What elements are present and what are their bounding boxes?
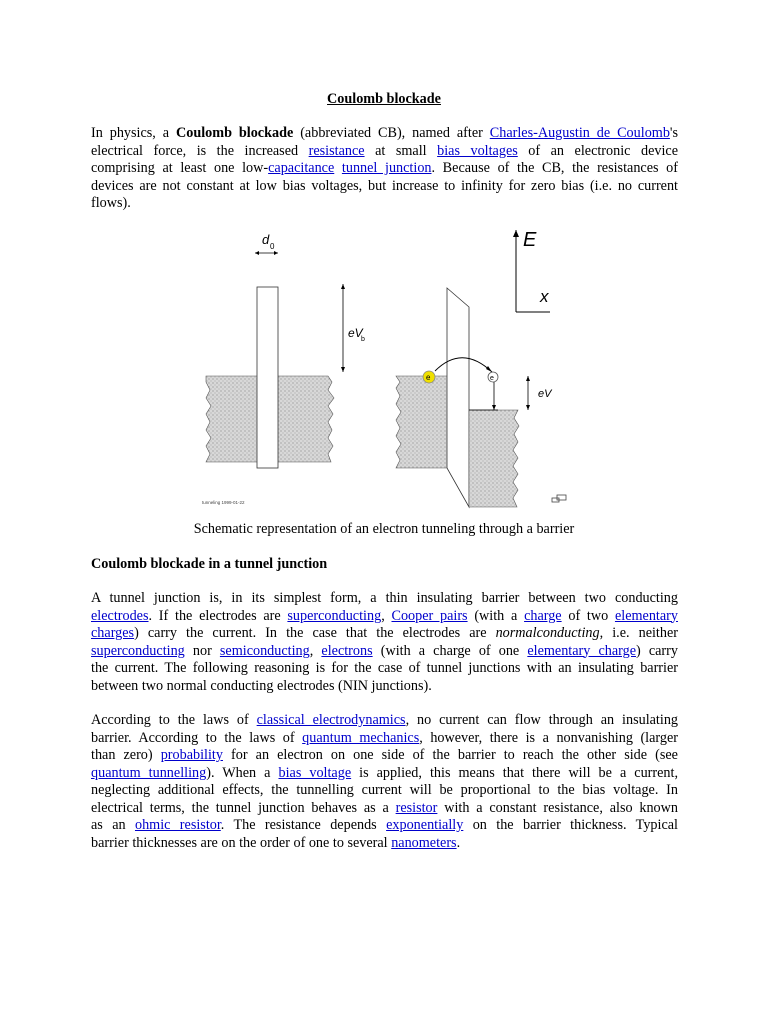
- text-segment: is applied, this means that there will be a current,: [351, 764, 678, 781]
- text-segment: ) carry the current. In the case that the electrodes are: [134, 625, 496, 641]
- text-line: [91, 625, 678, 643]
- text-segment: barrier. According to the laws of: [91, 729, 303, 746]
- link-bias-voltage[interactable]: bias voltage: [278, 764, 352, 781]
- text-segment: According to the laws of: [91, 712, 257, 728]
- eVb-label: eV: [348, 326, 363, 340]
- electron-right-label: e: [490, 375, 494, 382]
- text-line: [91, 660, 678, 678]
- link-ohmic-resistor[interactable]: ohmic resistor: [134, 817, 221, 833]
- text-line: [91, 835, 678, 853]
- link-semiconducting[interactable]: semiconducting: [219, 642, 310, 659]
- text-line: [91, 782, 678, 800]
- text-segment: ,: [381, 607, 392, 624]
- text-segment: electrical terms, the tunnel junction behaves as a: [91, 799, 396, 816]
- link-probability[interactable]: probability: [160, 747, 223, 763]
- eV-label: eV: [538, 388, 552, 400]
- text-segment: ). When a: [206, 764, 279, 781]
- text-segment: , however, there is a nonvanishing (larger: [419, 729, 679, 746]
- text-segment: flows).: [91, 195, 131, 211]
- text-line: [91, 817, 678, 835]
- text-segment: comprising at least one low-: [91, 160, 269, 176]
- link-resistance[interactable]: resistance: [308, 142, 365, 159]
- text-segment: barrier thicknesses are on the order of one to several: [91, 834, 392, 851]
- paragraph-classical-laws: [91, 712, 678, 852]
- tilted-barrier: [447, 288, 469, 507]
- link-charge[interactable]: charge: [524, 607, 562, 624]
- thin-barrier: [257, 287, 278, 468]
- text-segment: [334, 160, 342, 176]
- link-capacitance[interactable]: capacitance: [268, 160, 335, 176]
- link-resistor[interactable]: resistor: [395, 799, 438, 816]
- link-cooper-pairs[interactable]: Cooper pairs: [391, 607, 468, 624]
- figure-stamp: tunneling 1999-01-22: [202, 500, 245, 505]
- text-line: [91, 712, 678, 730]
- text-segment: than zero): [91, 747, 161, 763]
- text-line: [91, 590, 678, 608]
- text-segment: ,: [309, 642, 322, 659]
- text-segment: nor: [184, 642, 220, 659]
- link-superconducting[interactable]: superconducting: [287, 607, 382, 624]
- link-exponentially[interactable]: exponentially: [386, 817, 464, 833]
- text-segment: at small: [364, 142, 438, 159]
- link-electrons[interactable]: electrons: [321, 642, 373, 659]
- section-heading: Coulomb blockade in a tunnel junction: [91, 556, 328, 572]
- link-charges[interactable]: charges: [91, 625, 135, 641]
- text-segment: . The resistance depends: [220, 817, 387, 833]
- link-charles-augustin-de-coulomb[interactable]: Charles-Augustin de Coulomb: [489, 125, 670, 141]
- tunneling-diagram: [200, 222, 580, 512]
- page-title: Coulomb blockade: [327, 91, 441, 107]
- link-classical-electrodynamics[interactable]: classical electrodynamics: [256, 712, 406, 728]
- text-segment: , no current can flow through an insulating: [405, 712, 679, 728]
- text-line: [91, 800, 678, 818]
- text-segment: of an electronic device: [517, 142, 678, 159]
- E-axis-label: E: [523, 229, 537, 251]
- d0-subscript: 0: [270, 242, 275, 251]
- right-right-electrode-block: [469, 410, 519, 507]
- text-segment: with a constant resistance, also known: [437, 799, 678, 816]
- text-line: [91, 178, 678, 196]
- text-line: [91, 730, 678, 748]
- d0-label: d: [262, 232, 270, 247]
- text-segment: , i.e. neither: [599, 625, 678, 641]
- text-segment: neglecting additional effects, the tunnelling current will be proportional to the bias voltage. In: [91, 782, 678, 798]
- text-segment: for an electron on one side of the barrier to reach the other side (see: [222, 747, 678, 763]
- text-segment: on the barrier thickness. Typical: [463, 817, 678, 833]
- text-line: [91, 143, 678, 161]
- link-nanometers[interactable]: nanometers: [391, 834, 457, 851]
- text-line: [91, 195, 678, 213]
- text-segment: In physics, a: [91, 125, 176, 141]
- text-segment: the current. The following reasoning is for the case of tunnel junctions with an insulating barrier: [91, 660, 678, 676]
- italic-term: normalconducting: [495, 625, 600, 641]
- text-segment: . Because of the CB, the resistances of: [431, 160, 678, 176]
- text-segment: (with a charge of one: [372, 642, 528, 659]
- link-electrodes[interactable]: electrodes: [91, 607, 149, 624]
- text-segment: A tunnel junction is, in its simplest form, a thin insulating barrier between two conducting: [91, 590, 678, 606]
- paragraph-tunnel-junction: [91, 590, 678, 695]
- text-segment: devices are not constant at low bias voltages, but increase to infinity for zero bias (i.e. no current: [91, 177, 678, 194]
- x-axis-label: x: [540, 287, 549, 306]
- intro-paragraph: [91, 125, 678, 213]
- figure-caption: Schematic representation of an electron tunneling through a barrier: [193, 521, 575, 537]
- text-segment: between two normal conducting electrodes (NIN junctions).: [91, 677, 432, 694]
- link-elementary-charge[interactable]: elementary charge: [527, 642, 637, 659]
- bold-term: Coulomb blockade: [175, 125, 294, 141]
- text-line: [91, 160, 678, 178]
- link-bias-voltages[interactable]: bias voltages: [437, 142, 518, 159]
- link-quantum-mechanics[interactable]: quantum mechanics: [302, 729, 420, 746]
- text-segment: .: [456, 834, 461, 851]
- text-segment: of two: [561, 607, 615, 624]
- text-line: [91, 747, 678, 765]
- text-line: [91, 678, 678, 696]
- text-line: [91, 643, 678, 661]
- text-segment: (with a: [467, 607, 525, 624]
- text-segment: 's: [669, 125, 678, 141]
- text-segment: electrical force, is the increased: [91, 142, 309, 159]
- link-superconducting[interactable]: superconducting: [91, 642, 185, 659]
- text-segment: as an: [91, 817, 135, 833]
- text-line: [91, 608, 678, 626]
- text-segment: (abbreviated CB), named after: [293, 125, 490, 141]
- link-tunnel-junction[interactable]: tunnel junction: [341, 160, 432, 176]
- text-line: [91, 765, 678, 783]
- text-line: [91, 125, 678, 143]
- text-segment: ) carry: [636, 642, 678, 659]
- eVb-subscript: b: [361, 336, 365, 343]
- text-segment: . If the electrodes are: [148, 607, 288, 624]
- link-quantum-tunnelling[interactable]: quantum tunnelling: [91, 764, 207, 781]
- link-elementary[interactable]: elementary: [614, 607, 678, 624]
- electron-left-label: e: [426, 373, 431, 382]
